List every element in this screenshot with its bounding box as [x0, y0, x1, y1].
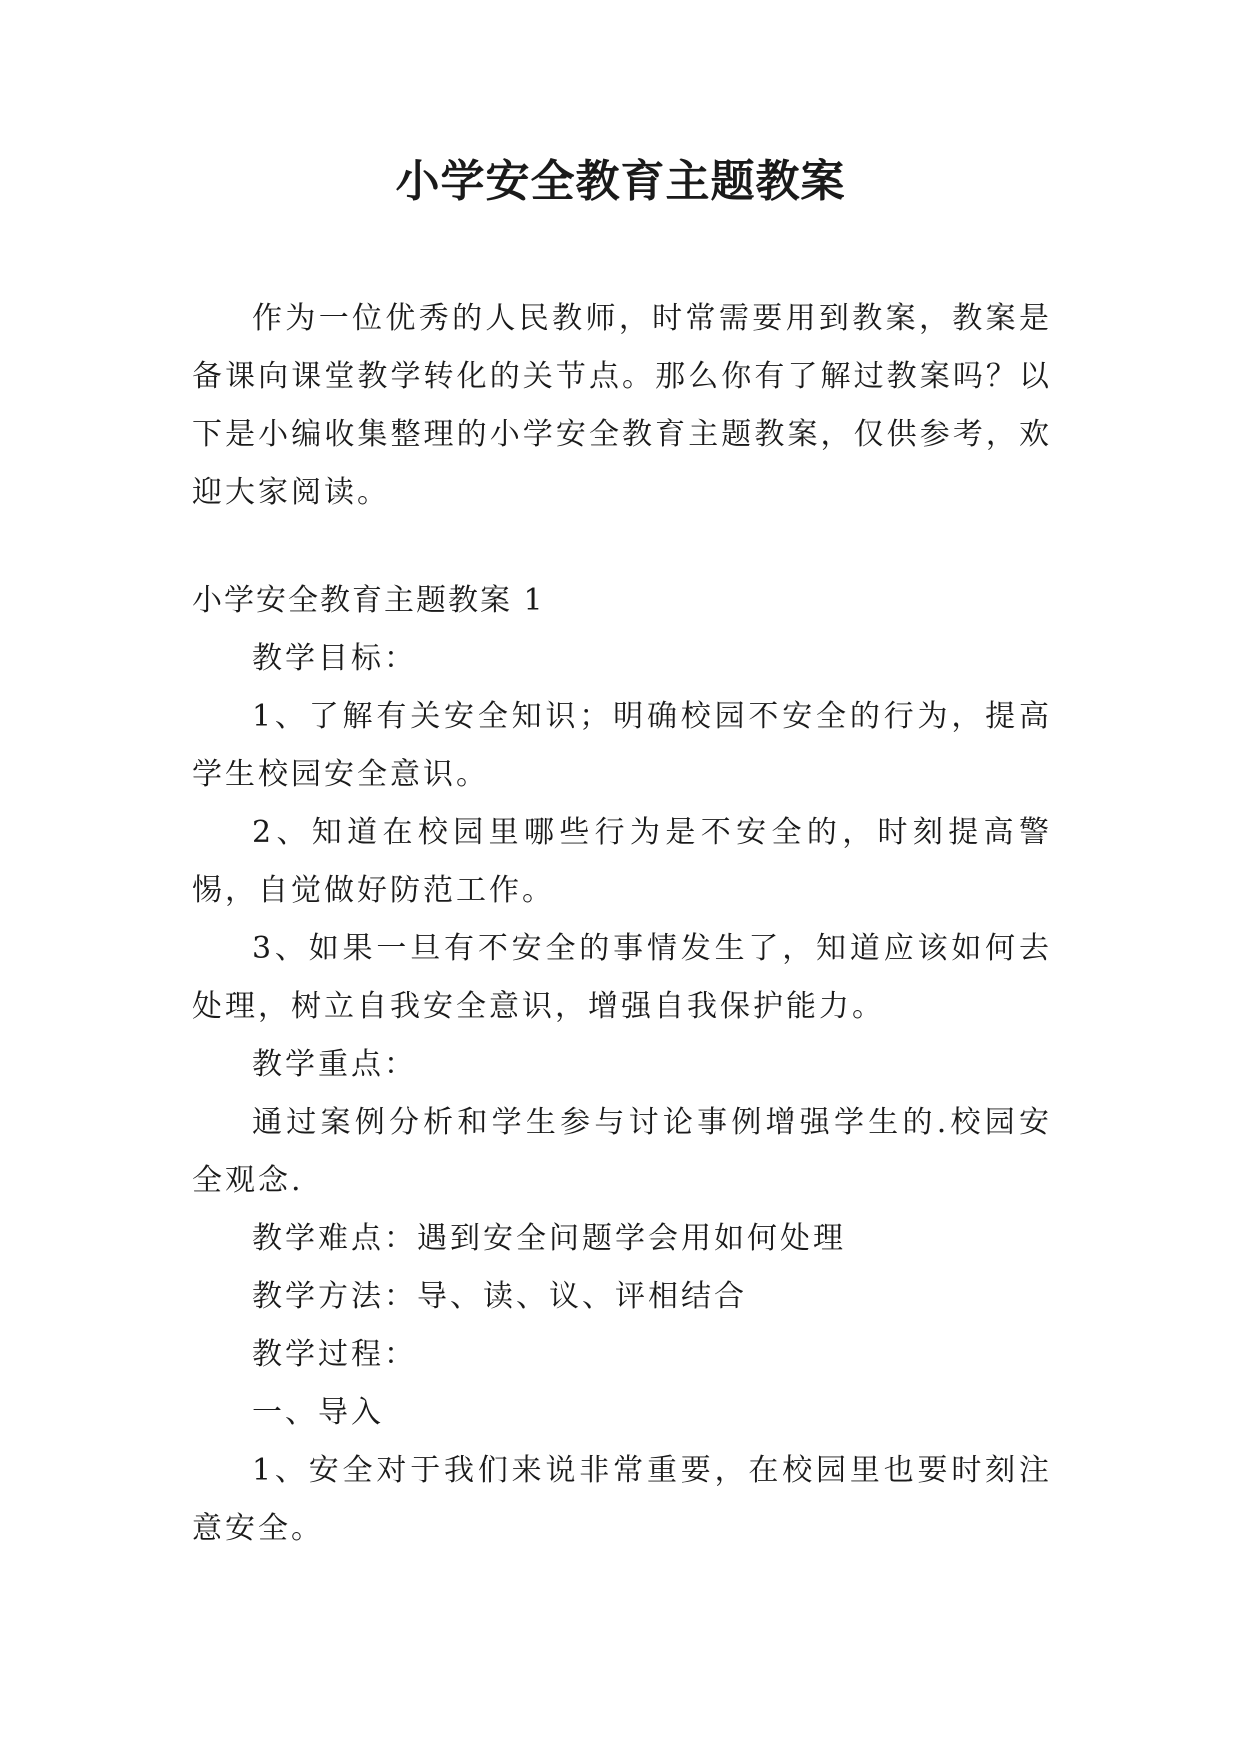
- section-title: 小学安全教育主题教案 1: [192, 583, 545, 618]
- paragraph-objective-1: 1、了解有关安全知识；明确校园不安全的行为，提高学生校园安全意识。: [192, 699, 1052, 792]
- paragraph-difficulties: 教学难点：遇到安全问题学会用如何处理: [252, 1221, 846, 1256]
- document-title: 小学安全教育主题教案: [395, 156, 846, 207]
- paragraph-process-heading: 教学过程：: [252, 1337, 417, 1372]
- intro-paragraph: 作为一位优秀的人民教师，时常需要用到教案，教案是备课向课堂教学转化的关节点。那么你有了解过教案吗？以下是小编收集整理的小学安全教育主题教案，仅供参考，欢迎大家阅读。: [192, 301, 1052, 510]
- paragraph-objectives-heading: 教学目标：: [252, 641, 417, 676]
- paragraph-objective-2: 2、知道在校园里哪些行为是不安全的，时刻提高警惕，自觉做好防范工作。: [192, 815, 1052, 908]
- paragraph-objective-3: 3、如果一旦有不安全的事情发生了，知道应该如何去处理，树立自我安全意识，增强自我保护能力。: [192, 931, 1052, 1024]
- paragraph-key-points: 通过案例分析和学生参与讨论事例增强学生的.校园安全观念.: [192, 1105, 1052, 1198]
- paragraph-key-points-heading: 教学重点：: [252, 1047, 417, 1082]
- paragraph-introduction-item-1: 1、安全对于我们来说非常重要，在校园里也要时刻注意安全。: [192, 1453, 1052, 1546]
- paragraph-methods: 教学方法：导、读、议、评相结合: [252, 1279, 747, 1314]
- document-body: [192, 290, 1052, 1558]
- paragraph-introduction-step: 一、导入: [252, 1395, 384, 1430]
